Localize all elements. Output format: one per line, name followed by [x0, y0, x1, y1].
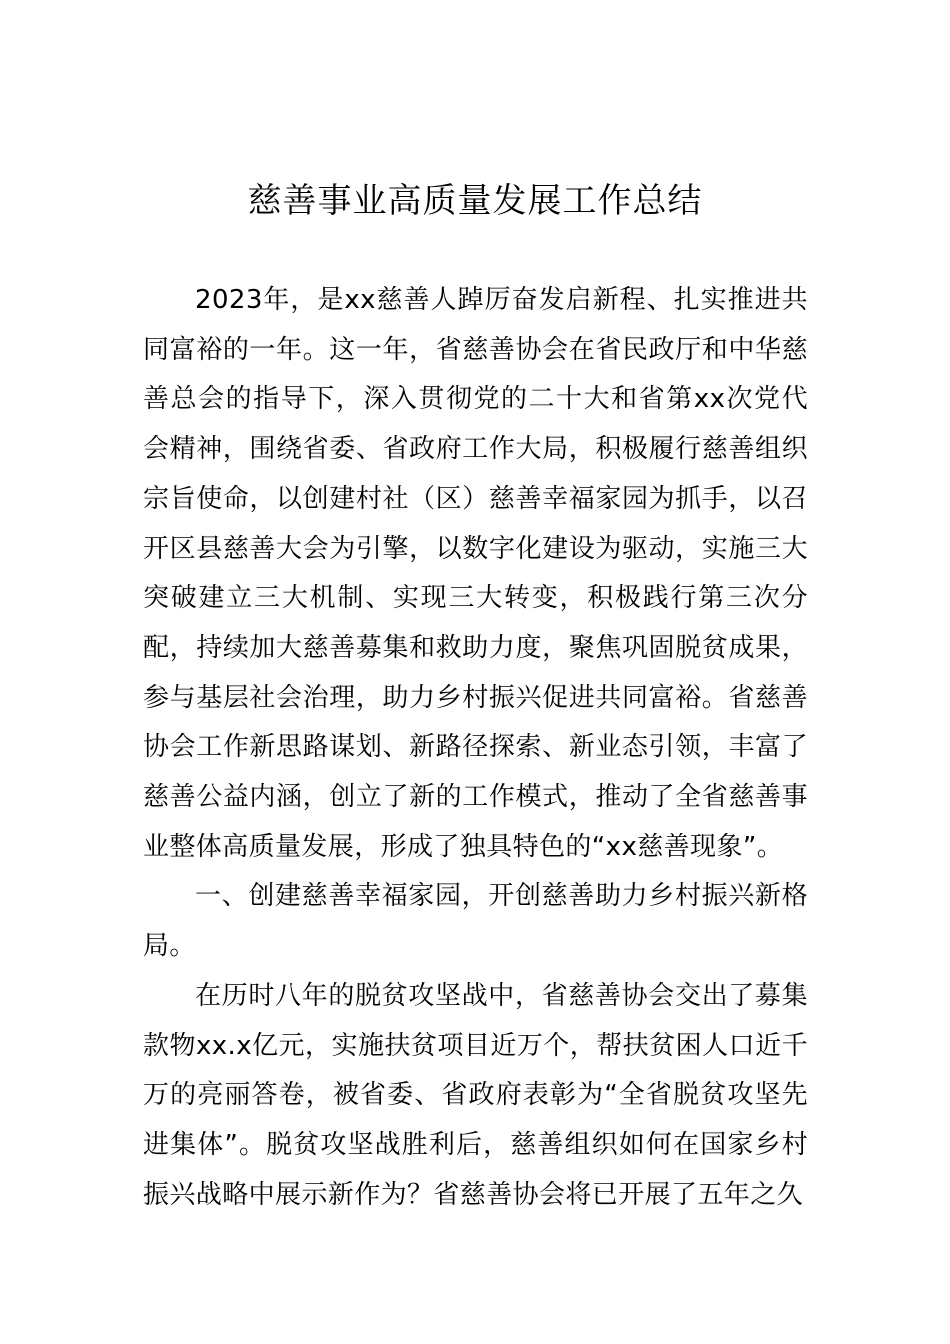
paragraph-section-1: 在历时八年的脱贫攻坚战中，省慈善协会交出了募集款物xx.x亿元，实施扶贫项目近万个，帮扶贫困人口近千万的亮丽答卷，被省委、省政府表彰为“全省脱贫攻坚先进集体”。脱贫攻坚战胜利后，慈善组织如何在国家乡村振兴战略中展示新作为？省慈善协会将已开展了五年之久 [143, 980, 808, 1210]
document-title: 慈善事业高质量发展工作总结 [247, 181, 703, 221]
paragraph-intro: 2023年，是xx慈善人踔厉奋发启新程、扎实推进共同富裕的一年。这一年，省慈善协会在省民政厅和中华慈善总会的指导下，深入贯彻党的二十大和省第xx次党代会精神，围绕省委、省政府工作大局，积极履行慈善组织宗旨使命，以创建村社（区）慈善幸福家园为抓手，以召开区县慈善大会为引擎，以数字化建设为驱动，实施三大突破建立三大机制、实现三大转变，积极践行第三次分配，持续加大慈善募集和救助力度，聚焦巩固脱贫成果，参与基层社会治理，助力乡村振兴促进共同富裕。省慈善协会工作新思路谋划、新路径探索、新业态引领，丰富了慈善公益内涵，创立了新的工作模式，推动了全省慈善事业整体高质量发展，形成了独具特色的“xx慈善现象”。 [143, 285, 808, 862]
document-body [143, 276, 808, 1220]
section-heading-1: 一、创建慈善幸福家园，开创慈善助力乡村振兴新格局。 [143, 881, 808, 962]
